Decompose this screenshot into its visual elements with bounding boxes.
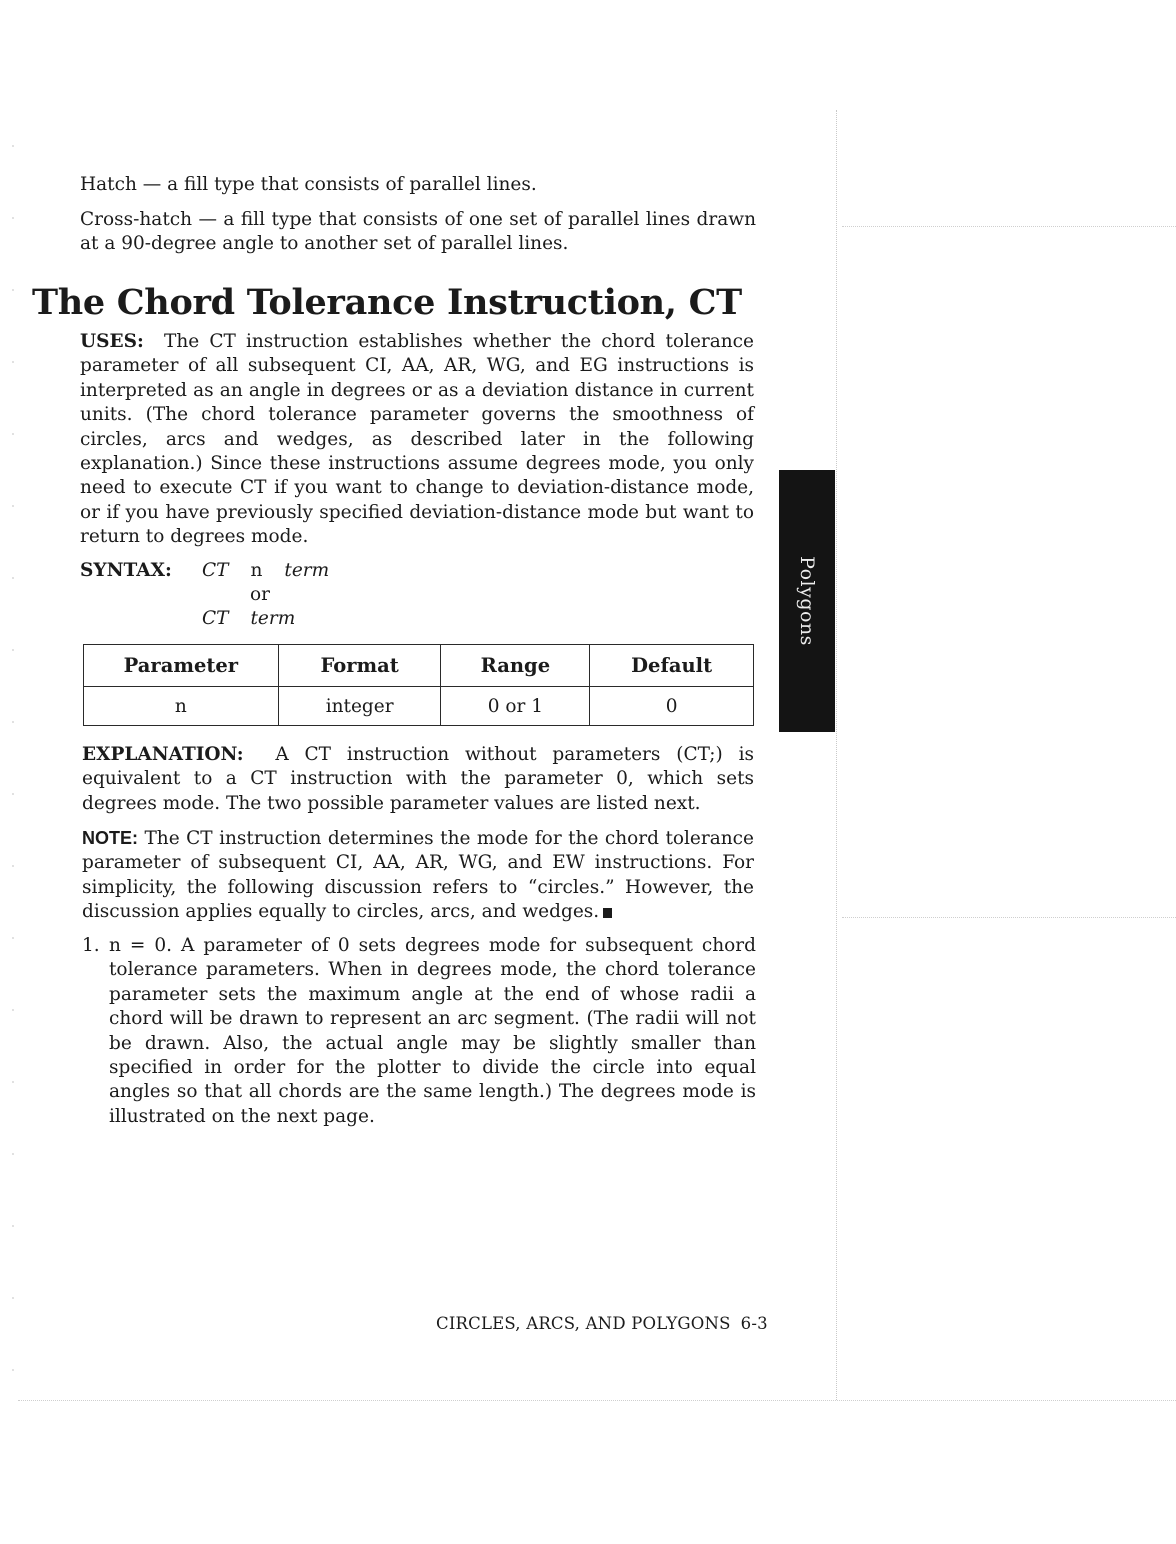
explanation-paragraph — [82, 743, 754, 816]
note-label: NOTE: — [82, 828, 138, 848]
list-item — [82, 934, 756, 1129]
syntax-cmd: CT — [202, 560, 229, 581]
syntax-term: term — [284, 560, 330, 581]
table-cell-default: 0 — [590, 687, 754, 726]
list-item-number: 1. — [82, 935, 100, 956]
uses-paragraph — [80, 330, 754, 550]
page-edge-line — [836, 110, 837, 1400]
table-header-row — [84, 645, 754, 687]
syntax-term: term — [250, 608, 296, 629]
definition-cross-hatch: Cross-hatch — a fill type that consists of one set of parallel lines drawn at a 90-degree angle to another set of parallel lines. — [80, 209, 756, 255]
table-cell-parameter: n — [84, 687, 279, 726]
table-cell-range: 0 or 1 — [441, 687, 590, 726]
scan-artifact-left — [0, 110, 30, 1410]
table-cell-format: integer — [278, 687, 441, 726]
syntax-param: n — [250, 560, 263, 581]
syntax-label: SYNTAX: — [80, 560, 172, 581]
table-header-parameter: Parameter — [84, 645, 279, 687]
section-thumb-tab — [779, 470, 835, 732]
table-header-range: Range — [441, 645, 590, 687]
table-row — [84, 687, 754, 726]
list-item-text: n = 0. A parameter of 0 sets degrees mode for subsequent chord tolerance parameters. When in degrees mode, the chord tolerance parameter sets the maximum angle at the end of whose radii a chord will be drawn to represent an arc segment. (The radii will not be drawn. Also, the actual angle may be slightly smaller than specified in order for the plotter to divide the circle into equal angles so that all chords are the same length.) The degrees mode is illustrated on the next page. — [109, 935, 756, 1127]
uses-label: USES: — [80, 331, 144, 352]
scan-artifact-line — [842, 917, 1176, 918]
table-header-default: Default — [590, 645, 754, 687]
footer-chapter: CIRCLES, ARCS, AND POLYGONS — [436, 1314, 731, 1333]
scan-artifact-line — [18, 1400, 1176, 1401]
explanation-text: A CT instruction without parameters (CT;) is equivalent to a CT instruction with the parameter 0, which sets degrees mode. The two possible parameter values are listed next. — [82, 744, 754, 814]
parameter-table — [83, 644, 754, 726]
table-header-format: Format — [278, 645, 441, 687]
section-title: The Chord Tolerance Instruction, CT — [32, 282, 742, 323]
definition-hatch: Hatch — a fill type that consists of parallel lines. — [80, 174, 537, 195]
uses-text: The CT instruction establishes whether the chord tolerance parameter of all subsequent CI, AA, AR, WG, and EG instructions is interpreted as an angle in degrees or as a deviation distance in current units. (The chord tolerance parameter governs the smoothness of circles, arcs and wedges, as described later in the following explanation.) Since these instructions assume degrees mode, you only need to execute CT if you want to change to deviation-distance mode, or if you have previously specified deviation-distance mode but want to return to degrees mode. — [80, 331, 754, 548]
syntax-line-1 — [202, 559, 329, 583]
section-thumb-tab-label: Polygons — [796, 556, 818, 646]
page-footer — [436, 1314, 768, 1333]
end-mark-icon — [603, 908, 612, 918]
footer-page-number: 6-3 — [740, 1314, 768, 1333]
syntax-cmd: CT — [202, 608, 229, 629]
explanation-label: EXPLANATION: — [82, 744, 244, 765]
note-text: The CT instruction determines the mode for the chord tolerance parameter of subsequent CI, AA, AR, WG, and EW instructions. For simplicity, the following discussion refers to “circles.” However, the discussion applies equally to circles, arcs, and wedges. — [82, 828, 754, 923]
syntax-line-2 — [202, 607, 295, 631]
note-paragraph — [82, 826, 754, 925]
syntax-or: or — [250, 584, 270, 605]
scan-artifact-line — [842, 226, 1176, 227]
